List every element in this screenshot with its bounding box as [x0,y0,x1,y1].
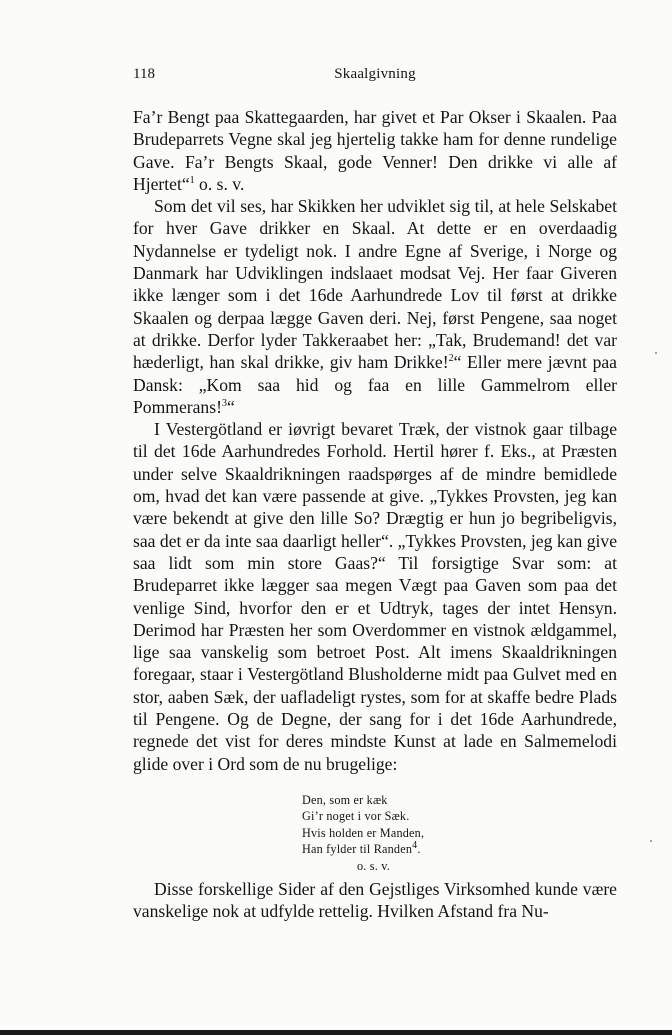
paragraph [133,418,617,775]
verse-line: Hvis holden er Manden, [302,825,425,840]
paragraph-text: “ Eller mere jævnt paa Dansk: „Kom saa hid og faa en lille Gammelrom eller Pommerans! [133,352,617,417]
verse-line-text: Han fylder til Randen [302,842,413,857]
scan-edge [0,1030,672,1035]
verse-etc: o. s. v. [357,858,390,873]
verse-line: Den, som er kæk [302,793,388,807]
paragraph: Disse forskellige Sider af den Gejstliges Virksomhed kunde være vanskelige nok at udfylde rettelig. Hvilken Afstand fra Nu- [133,879,617,922]
verse-line: Gi’r noget i vor Sæk. [302,809,410,824]
running-head: Skaalgivning [334,66,416,82]
footnote-marker: 2 [448,353,454,365]
verse-block [302,792,424,874]
verse-line-end: . [417,842,421,857]
paragraph [133,195,617,418]
footnote-marker: 4 [412,840,418,852]
paragraph-text: o. s. v. [194,173,245,194]
page-header [133,66,617,88]
scan-speck [655,352,657,354]
page-number: 118 [133,66,155,82]
footnote-marker: 1 [189,175,195,187]
closing-paragraph [133,878,617,923]
verse-line [302,841,424,857]
paragraph-text: I Vestergötland er iøvrigt bevaret Træk, der vistnok gaar tilbage til det 16de Aarhundredes Forhold. Hertil hører f. Eks., at Præsten under selve Skaaldrikningen raadspørges af de mindre bemidlede om, hvad det kan være passende at give. „Tykkes Provsten, jeg kan være bekendt at give den lille So? Drægtig er hun jo begribeligvis, saa det er da inte saa daarligt heller“. „Tykkes Provsten, jeg kan give saa lidt som min store Gaas?“ Til forsigtige Svar som: at Brudeparret ikke lægger saa megen Vægt paa Gaven som paa det venlige Sind, hvorfor den er et Udtryk, tages der intet Hensyn. Derimod har Præsten her som Overdommer en vistnok ældgammel, lige saa vanskelig som betroet Post. Alt imens Skaaldrikningen foregaar, staar i Vestergötland Blusholderne midt paa Gulvet med en stor, aaben Sæk, der uafladeligt rystes, som for at skaffe bedre Plads til Pengene. Og de Degne, der sang for i det 16de Aarhundrede, regnede det vist for deres mindste Kunst at lade en Salmemelodi glide over i Ord som de nu brugelige: [133,419,617,774]
paragraph-text: “ [226,396,235,417]
paragraph-text: Som det vil ses, har Skikken her udviklet sig til, at hele Selskabet for hver Gave drikker en Skaal. At dette er en overdaadig Nydannelse er tydeligt nok. I andre Egne af Sverige, i Norge og Danmark har Udviklingen indslaaet modsat Vej. Her faar Giveren ikke længer som i det 16de Aarhundrede Lov til først at drikke Skaalen og derpaa lægge Gaven deri. Nej, først Pengene, saa noget at drikke. Derfor lyder Takkeraabet her: „Tak, Brudemand! det var hæderligt, han skal drikke, giv ham Drikke! [133,196,617,373]
paragraph [133,106,617,195]
paragraph-text: Fa’r Bengt paa Skattegaarden, har givet et Par Okser i Skaalen. Paa Brudeparrets Vegne skal jeg hjertelig takke ham for denne rundelige Gave. Fa’r Bengts Skaal, gode Venner! Den drikke vi alle af Hjertet“ [133,107,617,194]
body-text [133,106,617,775]
scan-speck [650,840,652,842]
footnote-marker: 3 [221,398,227,409]
